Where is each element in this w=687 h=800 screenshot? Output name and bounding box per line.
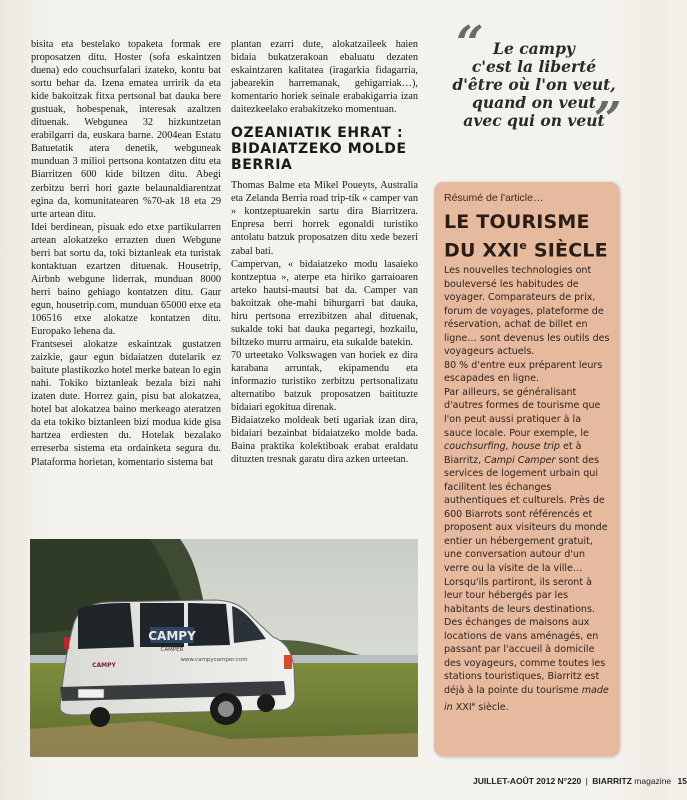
campervan-photo [30, 539, 418, 757]
quote-line: quand on veut [472, 93, 596, 112]
summary-sidebar [434, 182, 619, 756]
text-run: siècle. [475, 701, 509, 713]
sidebar-paragraph: Les nouvelles technologies ont bouleversé les habitudes de voyager. Comparateurs de prix, forum de voyages, plateforme de réservation, achat de billet en ligne… sont devenus les outils des voyageurs actuels. [444, 265, 610, 358]
quote-line: Le campy [493, 39, 575, 58]
close-quote-icon: ” [594, 92, 622, 148]
page-number: 15 [677, 776, 687, 786]
paragraph: Idei berdinean, pisuak edo etxe partikularren artean alokatzeko errazten duen Webgune berri bat sortu da, toki biztanleak eta turistak kontaktuan ezartzen dituenak. Housetrip, Airbnb webgune liderrak, munduan 8000 herri baino gehiago kontatzen ditu. Gaur egun, housetrip.com, munduan 65000 etxe eta 106516 etxe alokatze kontatzen ditu. Europako lehena da. [31, 221, 221, 338]
section-heading: OZEANIATIK EHRAT : BIDAIATZEKO MOLDE BERRIA [231, 125, 407, 174]
open-quote-icon: “ [456, 16, 484, 72]
sidebar-title [444, 210, 608, 262]
pull-quote [432, 16, 636, 148]
text-run-italic: Campi Camper [484, 454, 556, 466]
text-run: et à Biarritz, [444, 441, 582, 466]
van-brand-logo: CAMPY [148, 629, 196, 643]
paragraph: 70 urteetako Volkswagen van horiek ez dira karabana arruntak, ekipamendu eta informazio turistiko zerbitzu pertsonalizatu alternatibo batzuk proposatzen baitituzte bidaiari egokitua direnak. [231, 349, 418, 414]
footer-separator: | [585, 776, 588, 786]
sidebar-body [444, 264, 612, 714]
paragraph: Thomas Balme eta Mikel Poueyts, Australia eta Zelanda Berria road trip-tik « camper van » kontzeptuarekin sartu dira Biarritzera. Enpresa berri horrek egonaldi turistiko antolatu batzuk proposatzen ditu xede bezeri zabal bati. [231, 180, 418, 257]
sidebar-paragraph: Lorsqu'ils partiront, ils seront à leur tour hébergés par les habitants de leurs destinations. [444, 576, 595, 615]
text-run: sont des services de logement urbain qui facilitent les échanges authentiques et culturels. Près de 600 Biarrots sont référencés et proposent aux visiteurs du monde entier un hébergement gratuit, une conversation autour d'un verre ou la visite de la ville… [444, 454, 608, 575]
paragraph: Campervan, « bidaiatzeko modu lasaieko kontzeptua », aterpe eta hiriko garraioaren arteko hautsi-mautsi bat da. Camper van bakoitzak ohe-mahi bihurgarri bat dauka, hiru pertsona errezibitzen ahal dituenak, sukalde toki bat dauka pegartegi, hozkailu, biltzeko murru armairu, eta sukalde batekin. [231, 258, 418, 348]
text-run: Des échanges de maisons aux locations de vans aménagés, en passant par l'accueil à domicile des voyageurs, comme toutes les stations touristiques, Biarritz est déjà à la pointe du tourisme [444, 617, 606, 696]
issue-label: JUILLET-AOÛT 2012 N°220 [473, 776, 582, 786]
magazine-name: BIARRITZ [592, 776, 632, 786]
paragraph: bisita eta bestelako topaketa formak ere proposatzen ditu. Hoster (sofa eskaintzen duena) edo couchsurfalari izateko, kontu bat sortu behar da. Izena ematea urririk da eta kide bakoitzak fitxa pertsonal bat dauka bere gustuak, hobespenak, interesak azaltzen dituenak. Webgunea 32 hizkuntzetan erabilgarri da, euskara barne. 2004ean Estatu Batuetatik atera denetik, webguneak munduan 3 milioi pertsona kontatzen ditu eta Biarritzen 600 kide biltzen ditu. Abegi zerbitzu berri hori gazte belaunaldiarentzat egina da, komunitatearen %70-ak 18 eta 29 urte artean ditu. [31, 39, 221, 220]
text-run: XXI [452, 701, 472, 713]
page-footer [473, 776, 687, 786]
van-website: www.campycamper.com [180, 657, 248, 663]
van-rear-label: CAMPY [92, 662, 116, 669]
text-run: Par ailleurs, se généralisant d'autres formes de tourisme que l'on peut aussi pratiquer à la sauce locale. Pour exemple, le [444, 386, 601, 439]
sidebar-title-line1: LE TOURISME [444, 211, 590, 233]
sidebar-paragraph: 80 % d'entre eux préparent leurs escapades en ligne. [444, 359, 603, 385]
magazine-subname: magazine [634, 776, 672, 786]
sidebar-paragraph [444, 386, 612, 576]
paragraph: plantan ezarri dute, alokatzaileek haien bidaia bukatzerakoan ebaluatu dezaten eskaintzaren kalitatea (iragarkia fidagarria, jabearekin harremanak, gehigarriak…), komentario horiek seinale erabakigarria izan daitezkeelako erabakitzeko momentuan. [231, 39, 418, 116]
sidebar-title-line2b: SIÈCLE [527, 239, 608, 262]
van-sub-logo: CAMPER [160, 647, 184, 653]
paragraph: Frantsesei alokatze eskaintzak gustatzen zaizkie, gaur egun bidaiatzen dutelarik ez baitute plastikozko hotel merke batean lo egin nahi. Tokiko biztanleak bezala bizi nahi izaten dute. Horrez gain, pisu bat alokatzea, hotel bat alokatzea baino merkeago ateratzen da eta tokiko biztanleen bizi modua kide gisa hartzea erdiesten du. Hotelak bezalako erreserba sistema eta ordainketa segura du. Plataforma horietan, komentario sistema bat [31, 339, 221, 468]
text-run-italic: made in [444, 684, 609, 713]
quote-line: avec qui on veut [463, 111, 605, 130]
sidebar-paragraph [444, 616, 612, 714]
sidebar-title-line2: DU XXI [444, 239, 520, 262]
sidebar-kicker: Résumé de l'article… [444, 192, 544, 204]
text-run-italic: couchsurfing, house trip [444, 441, 560, 453]
sidebar-title-sup: e [519, 239, 528, 252]
article-column-1 [31, 38, 221, 469]
quote-line: d'être où l'on veut, [452, 75, 616, 94]
article-column-2 [231, 38, 418, 466]
text-run-sup: e [471, 700, 476, 708]
quote-line: c'est la liberté [471, 57, 597, 76]
paragraph: Bidaiatzeko moldeak beti ugariak izan dira, bidaiari bezainbat bidaiatzeko molde bada. Baina praktika kolektiboak erabat eraldatu dituzten tresnak garatu dira azken urteetan. [231, 415, 418, 466]
